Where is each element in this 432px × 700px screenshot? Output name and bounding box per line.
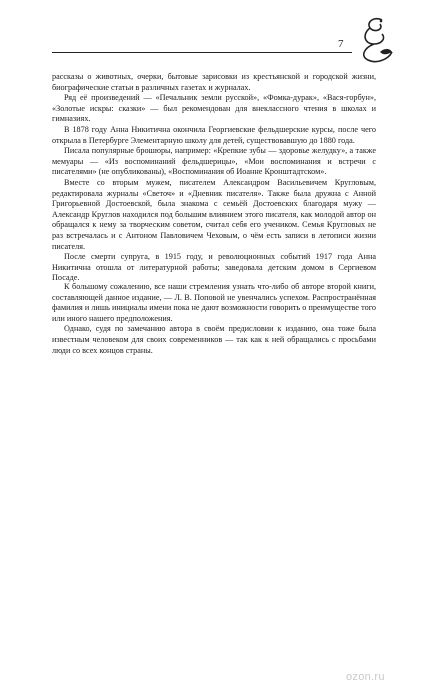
paragraph: Писала популярные брошюры, например: «Крепкие зубы — здоровье желудку», а также мемуары — «Из воспоминаний фельдшерицы», «Мои воспоминания и встречи с писателями» (не опубликованы), «Воспоминания об Иоанне Кронштадтском». xyxy=(52,146,376,177)
header-rule xyxy=(52,52,352,53)
paragraph: Вместе со вторым мужем, писателем Александром Васильевичем Кругловым, редактировала журналы «Светоч» и «Дневник писателя». Также была дружна с Анной Григорьевной Достоевской, была знакома с семьёй Достоевских благодаря мужу — Александр Круглов находился под большим влиянием этого писателя, как молодой автор он обращался к нему за творческим советом, считал себя его учеником. Семья Кругловых не раз встречалась и с Антоном Павловичем Чеховым, о чём есть записи в летописи жизни писателя. xyxy=(52,177,376,251)
paragraph: Ряд её произведений — «Печальник земли русской», «Фомка-дурак», «Вася-горбун», «Золотые искры: сказки» — был рекомендован для внеклассного чтения в школах и гимназиях. xyxy=(52,93,376,124)
page-number: 7 xyxy=(338,38,344,50)
paragraph: В 1878 году Анна Никитична окончила Георгиевские фельдшерские курсы, после чего открыла в Петербурге Элементарную школу для детей, существовавшую до 1880 года. xyxy=(52,124,376,145)
ozon-watermark: ozon.ru xyxy=(346,671,385,683)
paragraph: К большому сожалению, все наши стремления узнать что-либо об авторе второй книги, составляющей данное издание, — Л. В. Поповой не увенчались успехом. Распространённая фамилия и лишь инициалы имени пока не дают возможности говорить о преимуществе того или иного нашего предположения. xyxy=(52,282,376,323)
paragraph: рассказы о животных, очерки, бытовые зарисовки из крестьянской и городской жизни, биографические статьи в различных газетах и журналах. xyxy=(52,72,376,92)
paragraph: После смерти супруга, в 1915 году, и революционных событий 1917 года Анна Никитична отошла от литературной работы; заведовала детским домом в Сергиевом Посаде. xyxy=(52,252,376,283)
swan-ornament-icon xyxy=(352,14,398,66)
main-text-section xyxy=(52,72,376,284)
second-text-section xyxy=(52,282,376,356)
paragraph: Однако, судя по замечанию автора в своём предисловии к изданию, она тоже была известным человеком для своих современников — так как к ней обращались с просьбами люди со всех концов страны. xyxy=(52,324,376,355)
